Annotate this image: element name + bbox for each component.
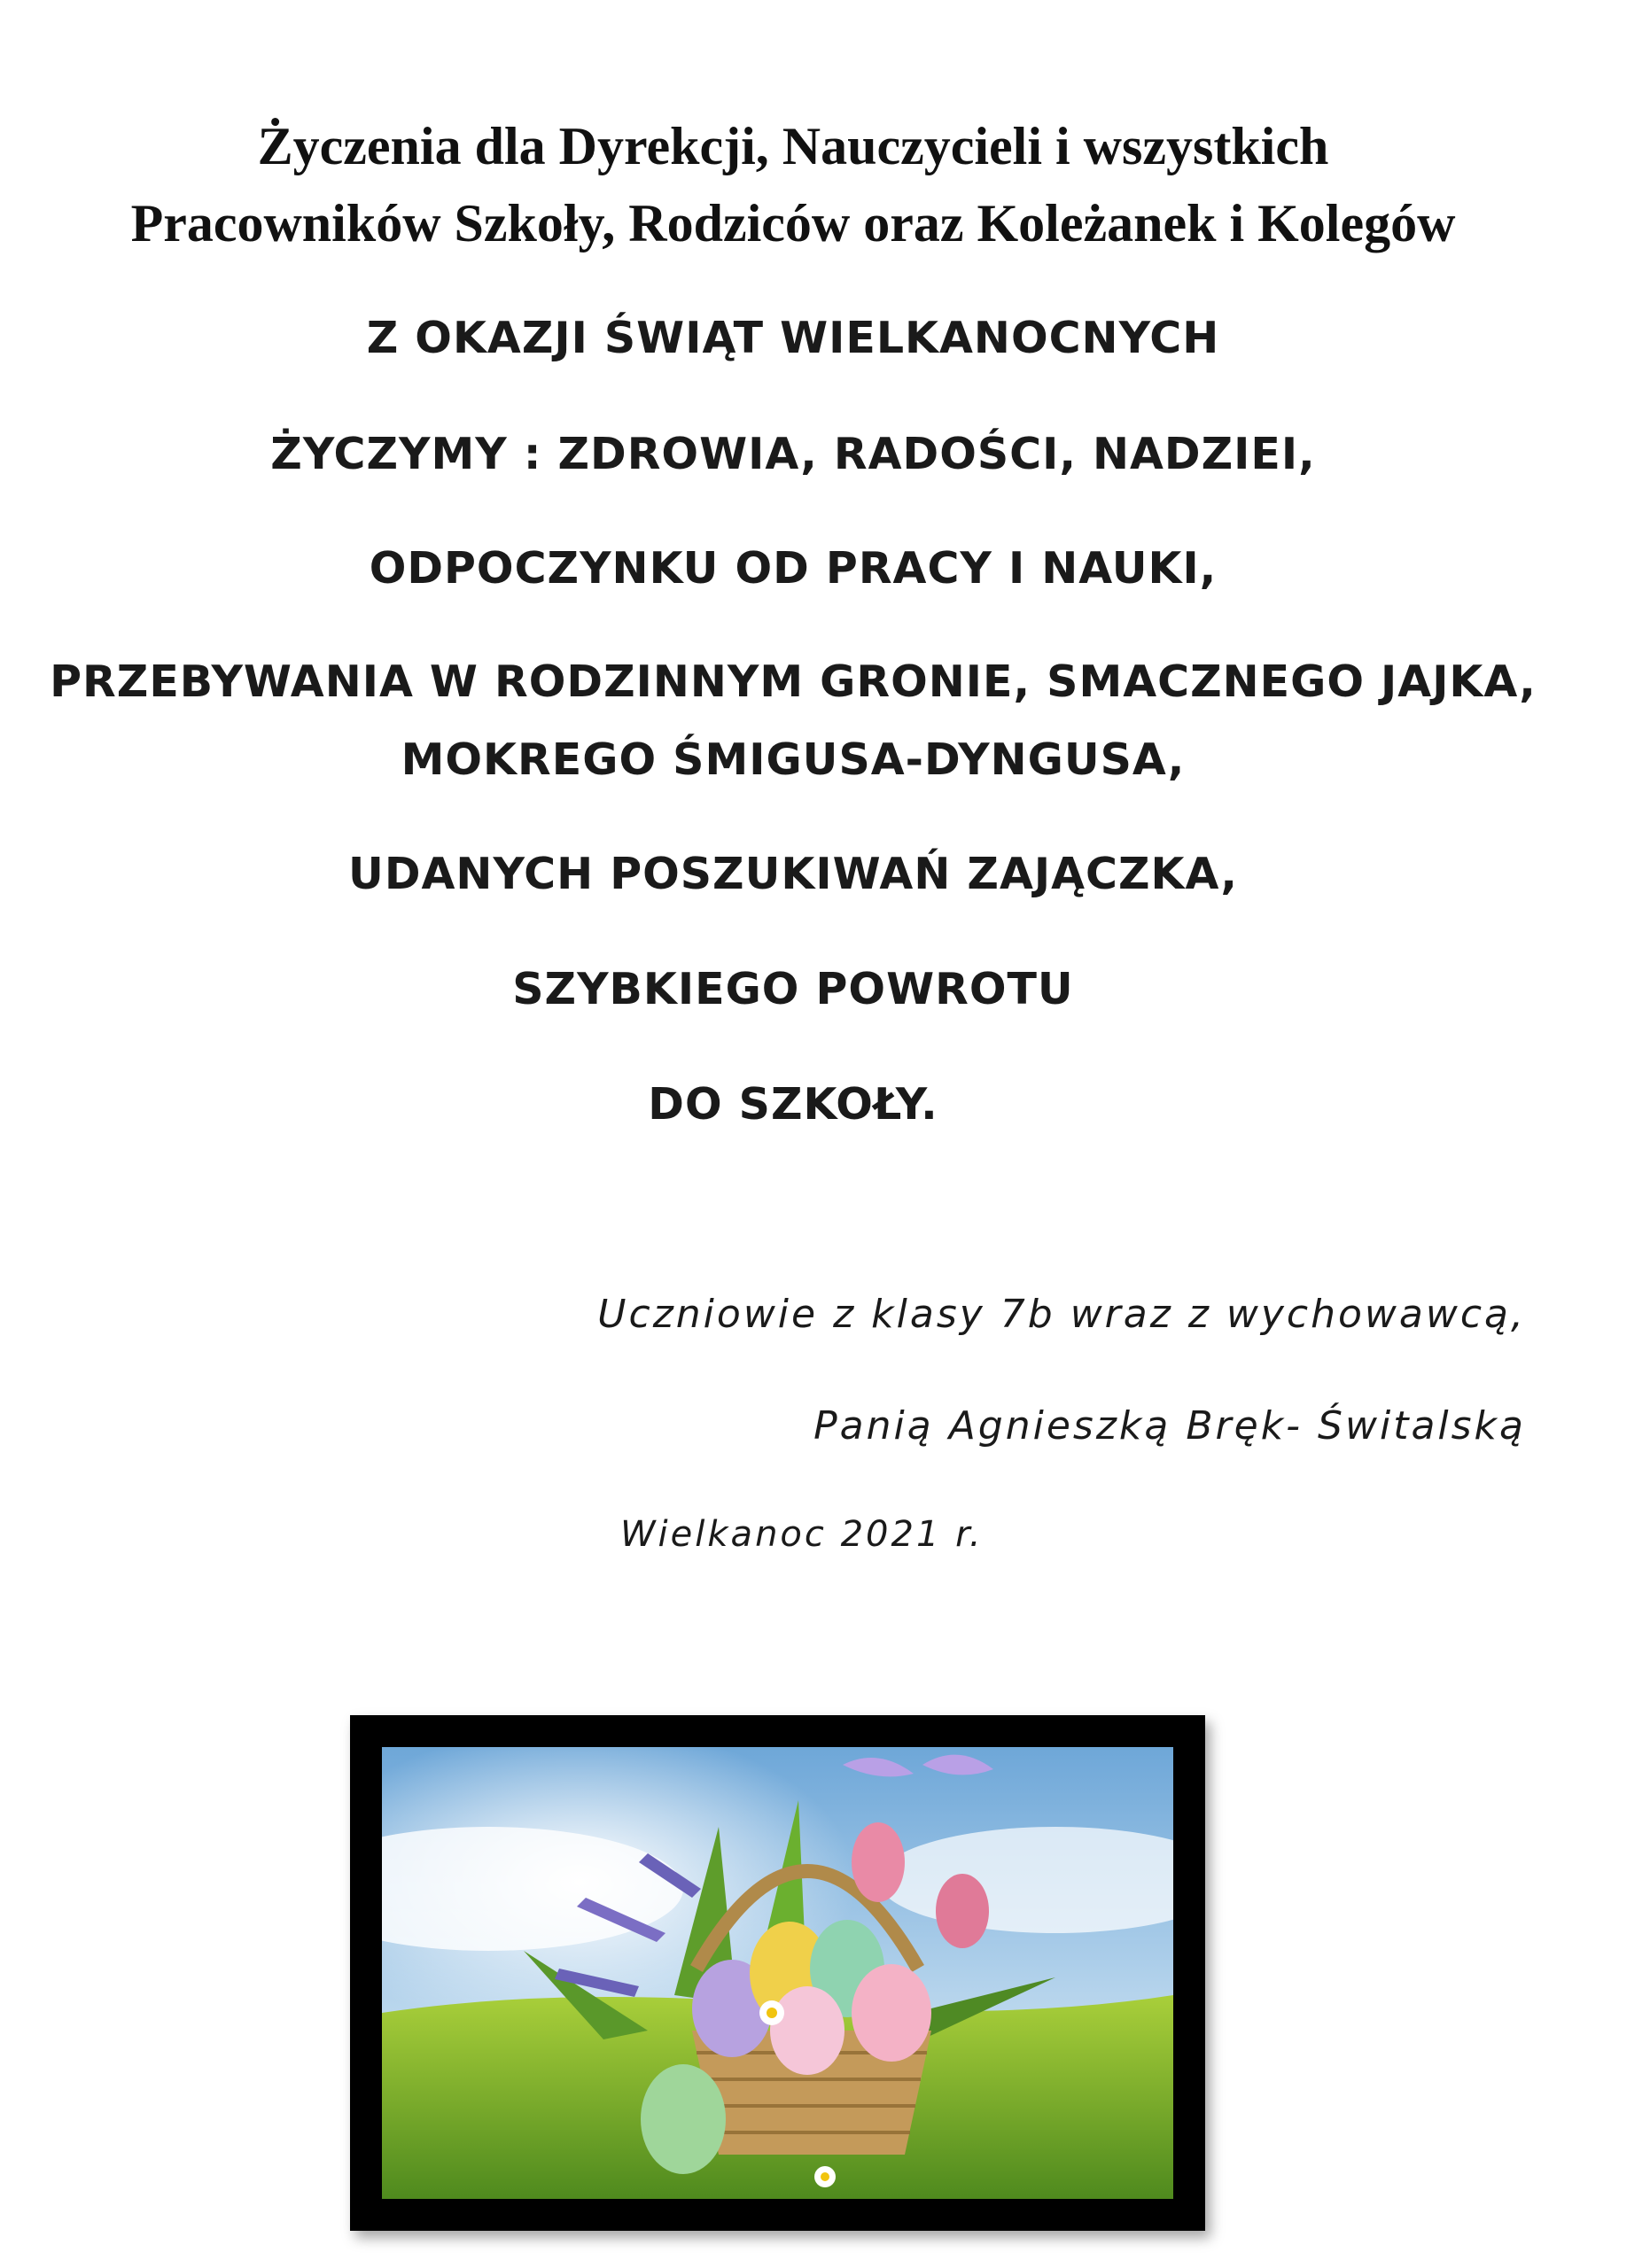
wish-line-2: ŻYCZYMY : ZDROWIA, RADOŚCI, NADZIEI, [270,429,1316,479]
wish-line-8: DO SZKOŁY. [648,1079,938,1130]
greeting-heading-line-1: Życzenia dla Dyrekcji, Nauczycieli i wszystkich [257,117,1329,175]
wish-line-1: Z OKAZJI ŚWIĄT WIELKANOCNYCH [366,313,1220,363]
wish-line-4: PRZEBYWANIA W RODZINNYM GRONIE, SMACZNEGO JAJKA, [50,656,1537,707]
wish-line-5: MOKREGO ŚMIGUSA-DYNGUSA, [401,734,1186,785]
easter-basket-photo [382,1747,1173,2199]
signature-date: Wielkanoc 2021 r. [620,1514,984,1555]
wish-line-6: UDANYCH POSZUKIWAŃ ZAJĄCZKA, [348,849,1238,899]
signature-students: Uczniowie z klasy 7b wraz z wychowawcą, [597,1292,1526,1337]
wish-line-7: SZYBKIEGO POWROTU [512,964,1074,1014]
wish-line-3: ODPOCZYNKU OD PRACY I NAUKI, [369,543,1218,594]
easter-basket-photo-frame [350,1715,1205,2231]
greeting-heading-line-2: Pracowników Szkoły, Rodziców oraz Koleżanek i Kolegów [130,194,1456,252]
signature-teacher: Panią Agnieszką Bręk- Świtalską [813,1403,1526,1449]
